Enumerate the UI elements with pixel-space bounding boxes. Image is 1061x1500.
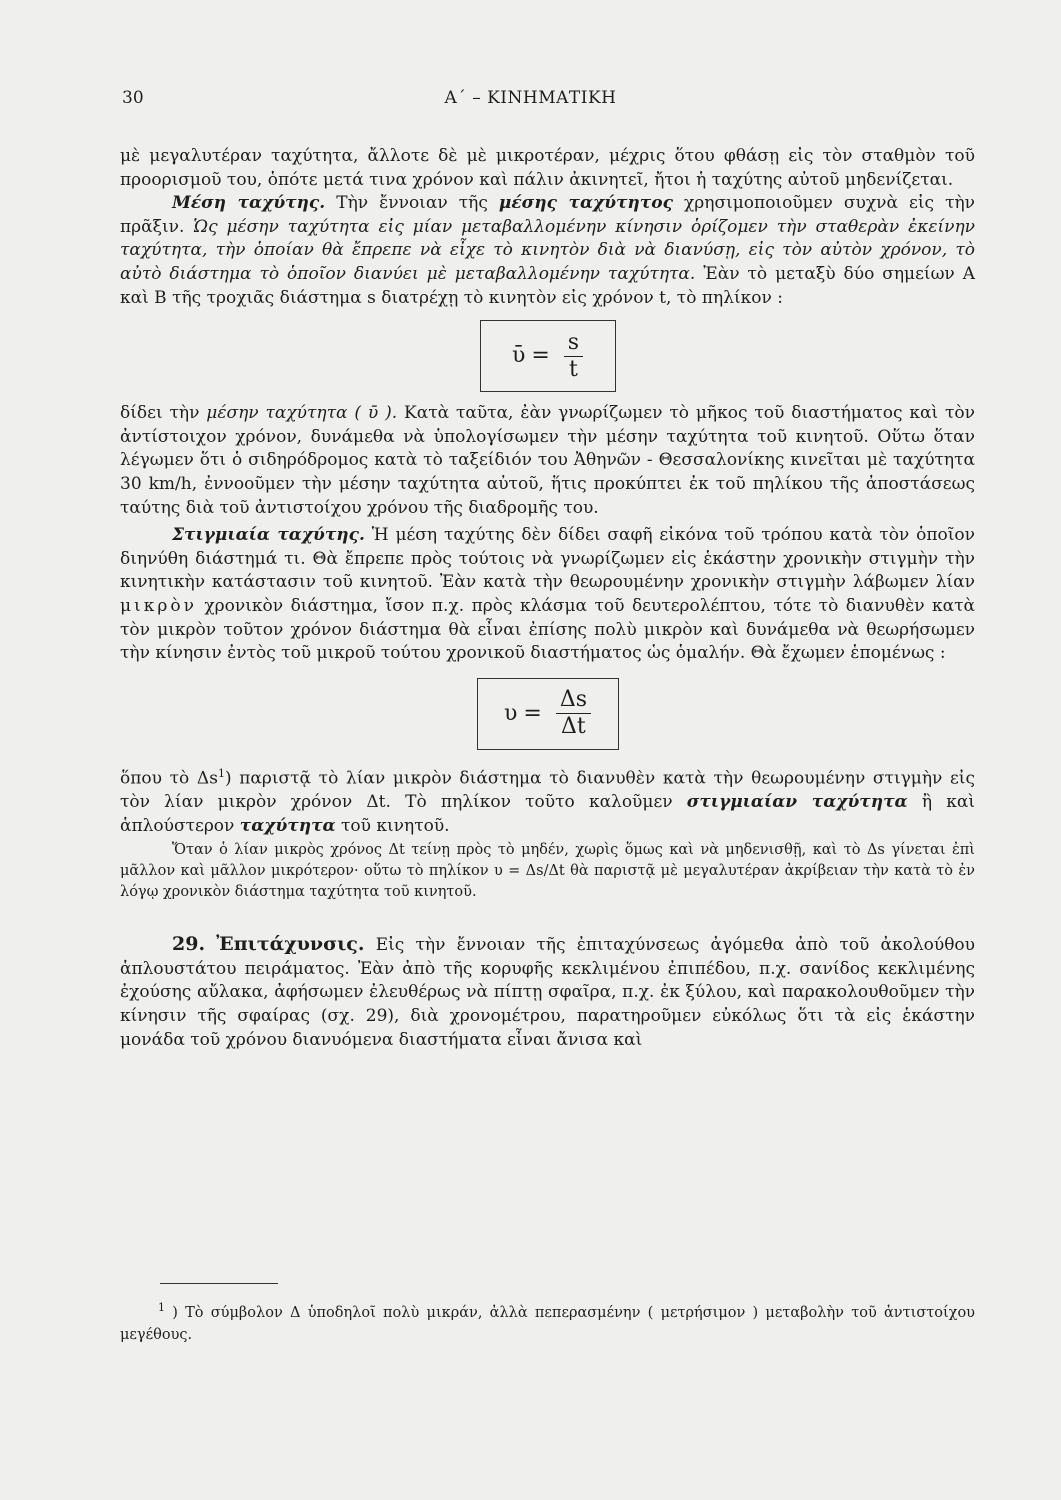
mean-velocity-heading: Μέση ταχύτης. [172, 193, 326, 214]
formula-2-equals: = [523, 700, 542, 726]
mean-velocity-definition: Ὡς μέσην ταχύτητα εἰς μίαν μεταβαλλομένην κίνησιν ὁρίζομεν τὴν σταθερὰν ἐκείνην ταχύτητα, τὴν ὁποίαν θὰ ἔπρεπε νὰ εἶχε τὸ κινητὸν διὰ νὰ διανύσῃ, εἰς τὸν αὐτὸν χρόνον, τὸ αὐτὸ διάστημα τὸ ὁποῖον διανύει μὲ μεταβαλλομένην ταχύτητα. [120, 216, 975, 284]
paragraph-3-text-2: Κατὰ ταῦτα, ἐὰν γνωρίζωμεν τὸ μῆκος τοῦ διαστήματος καὶ τὸν ἀντίστοιχον χρόνον, δυνάμεθα νὰ ὑπολογίσωμεν τὴν μέσην ταχύτητα τοῦ κινητοῦ. Οὕτω ὅταν λέγωμεν ὅτι ὁ σιδηρόδρομος κατὰ τὸ ταξείδιόν του Ἀθηνῶν - Θεσσαλονίκης κινεῖται μὲ ταχύτητα 30 km/h, ἐννοοῦμεν τὴν μέσην ταχύτητα αὐτοῦ, ἥτις προκύπτει ἐκ τοῦ πηλίκου τῆς ἀποστάσεως ταύτης διὰ τοῦ ἀντιστοίχου χρόνου τῆς διαδρομῆς του. [120, 403, 975, 518]
mean-velocity-term: μέσης ταχύτητος [498, 193, 673, 214]
paragraph-5-text-4: τοῦ κινητοῦ. [335, 815, 450, 836]
footnote-text: ) Τὸ σύμβολον Δ ὑποδηλοῖ πολὺ μικράν, ἀλλὰ πεπερασμένην ( μετρήσιμον ) μεταβολὴν τοῦ ἀντιστοίχου μεγέθους. [120, 1304, 975, 1343]
running-head: Α΄ – ΚΙΝΗΜΑΤΙΚΗ [444, 88, 617, 108]
formula-2-lhs: υ [504, 700, 518, 726]
instant-velocity-text-1: Ἡ μέση ταχύτης δὲν δίδει σαφῆ εἰκόνα τοῦ τρόπου κατὰ τὸν ὁποῖον διηνύθη διάστημά τι. Θὰ ἔπρεπε πρὸς τούτοις νὰ γνωρίζωμεν εἰς ἑκάστην χρονικὴν στιγμὴν τὴν κινητικὴν κατάστασιν τοῦ κινητοῦ. Ἐὰν κατὰ τὴν θεωρουμένην χρονικὴν στιγμὴν λάβωμεν λίαν [120, 525, 975, 593]
formula-2-denominator: Δt [561, 714, 586, 740]
formula-1-fraction [564, 330, 583, 383]
formula-1-lhs: ῡ [511, 343, 526, 369]
section-title: Ἐπιτάχυνσις. [216, 933, 365, 956]
small-print-note: Ὅταν ὁ λίαν μικρὸς χρόνος Δt τείνῃ πρὸς τὸ μηδέν, χωρὶς ὅμως καὶ νὰ μηδενισθῇ, καὶ τὸ Δs γίνεται ἐπὶ μᾶλλον καὶ μᾶλλον μικρότερον· οὕτω τὸ πηλίκον υ = Δs/Δt θὰ παριστᾷ μὲ μεγαλυτέραν ἀκρίβειαν τὴν κατὰ τὸ ἐν λόγῳ χρονικὸν διάστημα ταχύτητα τοῦ κινητοῦ. [120, 842, 975, 901]
footnote-reference: 1 [217, 766, 225, 780]
section-number: 29. [172, 933, 206, 956]
mean-velocity-formula [480, 320, 616, 392]
paragraph-5-text-2: ) παριστᾷ τὸ λίαν μικρὸν διάστημα τὸ διανυθὲν κατὰ τὴν θεωρουμένην στιγμὴν εἰς τὸν λίαν μικρὸν χρόνον Δt. Τὸ πηλίκον τοῦτο καλοῦμεν [120, 768, 975, 812]
footnote-divider [160, 1283, 278, 1284]
formula-1-numerator: s [564, 330, 583, 357]
paragraph-3-italic: μέσην ταχύτητα ( ῡ ). [206, 403, 398, 424]
instant-velocity-spaced: μικρὸν [120, 595, 197, 616]
instant-velocity-heading: Στιγμιαία ταχύτης. [172, 525, 365, 546]
paragraph-3-text-1: δίδει τὴν [120, 403, 207, 424]
paragraph-instant-velocity [120, 524, 975, 666]
formula-1-equals: = [531, 343, 550, 369]
paragraph-5-text-3: ἢ καὶ ἁπλούστερον [120, 791, 976, 836]
paragraph-1: μὲ μεγαλυτέραν ταχύτητα, ἄλλοτε δὲ μὲ μικροτέραν, μέχρις ὅτου φθάσῃ εἰς τὸν σταθμὸν τοῦ προορισμοῦ του, ὁπότε μετά τινα χρόνον καὶ πάλιν ἀκινητεῖ, ἤτοι ἡ ταχύτης αὐτοῦ μηδενίζεται. [120, 146, 975, 190]
velocity-term: ταχύτητα [239, 815, 336, 836]
formula-1-denominator: t [568, 356, 578, 382]
mean-velocity-text-2: χρησιμοποιοῦμεν συχνὰ εἰς τὴν πρᾶξιν. [120, 193, 976, 237]
footnote-marker: 1 [158, 1301, 165, 1314]
footnote [120, 1297, 975, 1346]
mean-velocity-text-1: Τὴν ἔννοιαν τῆς [325, 193, 499, 214]
instant-velocity-formula [477, 678, 619, 750]
instant-velocity-term: στιγμιαίαν ταχύτητα [686, 791, 908, 812]
instant-velocity-text-2: χρονικὸν διάστημα, ἴσον π.χ. πρὸς κλάσμα τοῦ δευτερολέπτου, τότε τὸ διανυθὲν κατὰ τὸν μικρὸν τοῦτον χρόνον διάστημα θὰ εἶναι ἐπίσης πολὺ μικρὸν καὶ δυνάμεθα νὰ θεωρήσωμεν τὴν κίνησιν ἐντὸς τοῦ μικροῦ τούτου χρονικοῦ διαστήματος ὡς ὁμαλήν. Θὰ ἔχωμεν ἑπομένως : [120, 595, 975, 664]
mean-velocity-text-3: Ἐὰν τὸ μεταξὺ δύο σημείων Α καὶ Β τῆς τροχιᾶς διάστημα s διατρέχῃ τὸ κινητὸν εἰς χρόνον t, τὸ πηλίκον : [120, 263, 975, 308]
paragraph-5-text-1: ὅπου τὸ Δs [120, 768, 218, 789]
page-number: 30 [122, 88, 144, 108]
section-text: Εἰς τὴν ἔννοιαν τῆς ἐπιταχύνσεως ἀγόμεθα ἀπὸ τοῦ ἀκολούθου ἁπλουστάτου πειράματος. Ἐὰν ἀπὸ τῆς κορυφῆς κεκλιμένου ἐπιπέδου, π.χ. σανίδος κεκλιμένης ἐχούσης αὔλακα, ἀφήσωμεν ἐλευθέρως νὰ πίπτῃ σφαῖρα, π.χ. ἐκ ξύλου, καὶ παρακολουθοῦμεν τὴν κίνησιν τῆς σφαίρας (σχ. 29), διὰ χρονομέτρου, παρατηροῦμεν εὐκόλως ὅτι τὰ εἰς ἑκάστην μονάδα τοῦ χρόνου διανυόμενα διαστήματα εἶναι ἄνισα καὶ [120, 935, 976, 1050]
body-text [120, 145, 975, 1052]
section-29 [120, 933, 975, 1052]
formula-2-numerator: Δs [556, 687, 591, 714]
paragraph-3 [120, 402, 975, 520]
formula-2-fraction [556, 687, 591, 740]
paragraph-mean-velocity [120, 192, 975, 310]
paragraph-5 [120, 762, 975, 838]
